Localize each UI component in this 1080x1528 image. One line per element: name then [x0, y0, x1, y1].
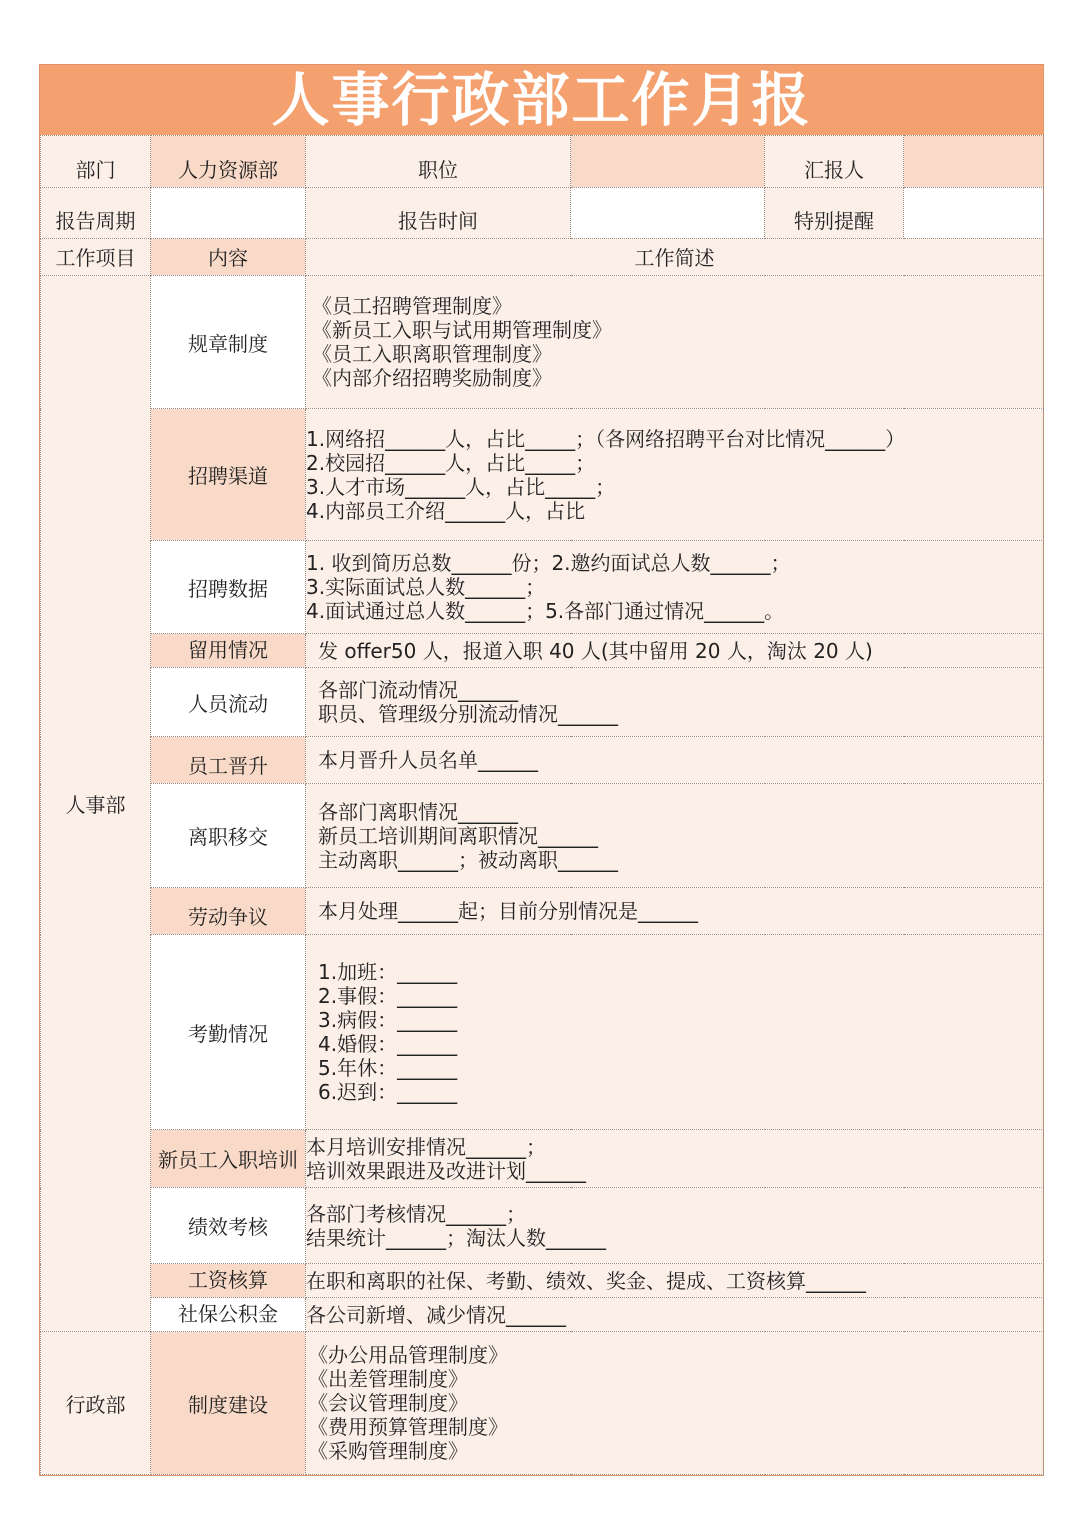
summary-cell[interactable]: [306, 1298, 1044, 1332]
table-row: [41, 737, 1044, 784]
dept-value[interactable]: 人力资源部: [151, 136, 306, 188]
summary-cell[interactable]: [306, 888, 1044, 935]
content-cell: 招聘渠道: [151, 409, 306, 541]
summary-line: 职员、管理级分别流动情况______: [318, 702, 618, 726]
summary-line: 5.年休：______: [318, 1056, 458, 1080]
summary-cell[interactable]: [306, 1332, 1044, 1475]
position-value[interactable]: [571, 136, 765, 188]
table-row: [41, 888, 1044, 935]
summary-cell[interactable]: [306, 1264, 1044, 1298]
section-name: 行政部: [41, 1332, 151, 1475]
summary-line: 3.人才市场______人，占比_____；: [306, 474, 616, 499]
period-label: 报告周期: [41, 188, 151, 239]
summary-line: 《员工招聘管理制度》: [312, 294, 512, 318]
table-row: [41, 409, 1044, 541]
summary-line: 新员工培训期间离职情况______: [318, 823, 598, 848]
reporter-label: 汇报人: [765, 136, 904, 188]
table-row: [41, 784, 1044, 888]
summary-line: 结果统计______；淘汰人数______: [306, 1225, 606, 1250]
column-header-summary: 工作简述: [306, 239, 1044, 276]
table-row: [41, 276, 1044, 409]
summary-line: 1. 收到简历总数______份；2.邀约面试总人数______；: [306, 551, 791, 575]
summary-line: 本月培训安排情况______；: [306, 1134, 546, 1159]
table-row: [41, 1332, 1044, 1475]
summary-line: 在职和离职的社保、考勤、绩效、奖金、提成、工资核算______: [306, 1268, 866, 1293]
summary-line: 各公司新增、减少情况______: [306, 1302, 566, 1327]
summary-line: 《采购管理制度》: [308, 1439, 468, 1463]
time-value[interactable]: [571, 188, 765, 239]
summary-line: 本月晋升人员名单______: [318, 748, 538, 772]
summary-line: 《出差管理制度》: [308, 1367, 468, 1391]
reporter-value[interactable]: [904, 136, 1044, 188]
summary-cell[interactable]: [306, 634, 1044, 668]
table-row: [41, 1264, 1044, 1298]
content-cell: 考勤情况: [151, 935, 306, 1130]
summary-line: 4.内部员工介绍______人，占比: [306, 498, 586, 523]
summary-line: 1.加班：______: [318, 960, 458, 984]
summary-line: 1.网络招______人，占比_____；（各网络招聘平台对比情况______）: [306, 426, 906, 451]
section-name: 人事部: [41, 276, 151, 1332]
dept-label: 部门: [41, 136, 151, 188]
content-cell: 员工晋升: [151, 737, 306, 784]
summary-line: 4.面试通过总人数______；5.各部门通过情况______。: [306, 599, 785, 623]
summary-line: 各部门流动情况______: [318, 678, 518, 702]
summary-line: 《新员工入职与试用期管理制度》: [312, 318, 612, 342]
summary-line: 4.婚假：______: [318, 1032, 458, 1056]
table-row: [41, 634, 1044, 668]
summary-cell[interactable]: [306, 668, 1044, 737]
summary-line: 3.病假：______: [318, 1008, 458, 1032]
content-cell: 工资核算: [151, 1264, 306, 1298]
summary-line: 6.迟到：______: [318, 1080, 458, 1104]
summary-line: 发 offer50 人，报道入职 40 人(其中留用 20 人，淘汰 20 人): [318, 638, 873, 663]
position-label: 职位: [306, 136, 571, 188]
content-cell: 规章制度: [151, 276, 306, 409]
monthly-report-form: [39, 64, 1044, 1476]
content-cell: 新员工入职培训: [151, 1130, 306, 1188]
summary-line: 《费用预算管理制度》: [308, 1415, 508, 1439]
content-cell: 制度建设: [151, 1332, 306, 1475]
column-header-content: 内容: [151, 239, 306, 276]
summary-line: 《内部介绍招聘奖励制度》: [312, 366, 552, 390]
summary-cell[interactable]: [306, 541, 1044, 634]
reminder-value[interactable]: [904, 188, 1044, 239]
time-label: 报告时间: [306, 188, 571, 239]
report-title: 人事行政部工作月报: [40, 65, 1043, 135]
summary-cell[interactable]: [306, 409, 1044, 541]
content-cell: 绩效考核: [151, 1188, 306, 1264]
reminder-label: 特别提醒: [765, 188, 904, 239]
content-cell: 社保公积金: [151, 1298, 306, 1332]
summary-line: 3.实际面试总人数______；: [306, 575, 546, 599]
table-row: [41, 1298, 1044, 1332]
summary-line: 《员工入职离职管理制度》: [312, 342, 552, 366]
column-header-item: 工作项目: [41, 239, 151, 276]
summary-line: 2.校园招______人，占比_____；: [306, 450, 596, 475]
summary-line: 各部门考核情况______；: [306, 1201, 526, 1226]
summary-cell[interactable]: [306, 276, 1044, 409]
content-cell: 招聘数据: [151, 541, 306, 634]
content-cell: 劳动争议: [151, 888, 306, 935]
table-row: [41, 1130, 1044, 1188]
summary-cell[interactable]: [306, 935, 1044, 1130]
table-row: [41, 668, 1044, 737]
table-row: [41, 1188, 1044, 1264]
summary-line: 各部门离职情况______: [318, 799, 518, 824]
summary-line: 《办公用品管理制度》: [308, 1343, 508, 1367]
table-row: [41, 541, 1044, 634]
summary-cell[interactable]: [306, 784, 1044, 888]
content-cell: 离职移交: [151, 784, 306, 888]
content-cell: 留用情况: [151, 634, 306, 668]
summary-line: 《会议管理制度》: [308, 1391, 468, 1415]
summary-cell[interactable]: [306, 1130, 1044, 1188]
period-value[interactable]: [151, 188, 306, 239]
summary-line: 本月处理______起；目前分别情况是______: [318, 899, 698, 923]
summary-cell[interactable]: [306, 737, 1044, 784]
content-cell: 人员流动: [151, 668, 306, 737]
summary-line: 主动离职______；被动离职______: [318, 847, 618, 872]
report-table: [40, 135, 1044, 1475]
summary-line: 2.事假：______: [318, 984, 458, 1008]
table-row: [41, 935, 1044, 1130]
summary-line: 培训效果跟进及改进计划______: [306, 1158, 586, 1183]
summary-cell[interactable]: [306, 1188, 1044, 1264]
